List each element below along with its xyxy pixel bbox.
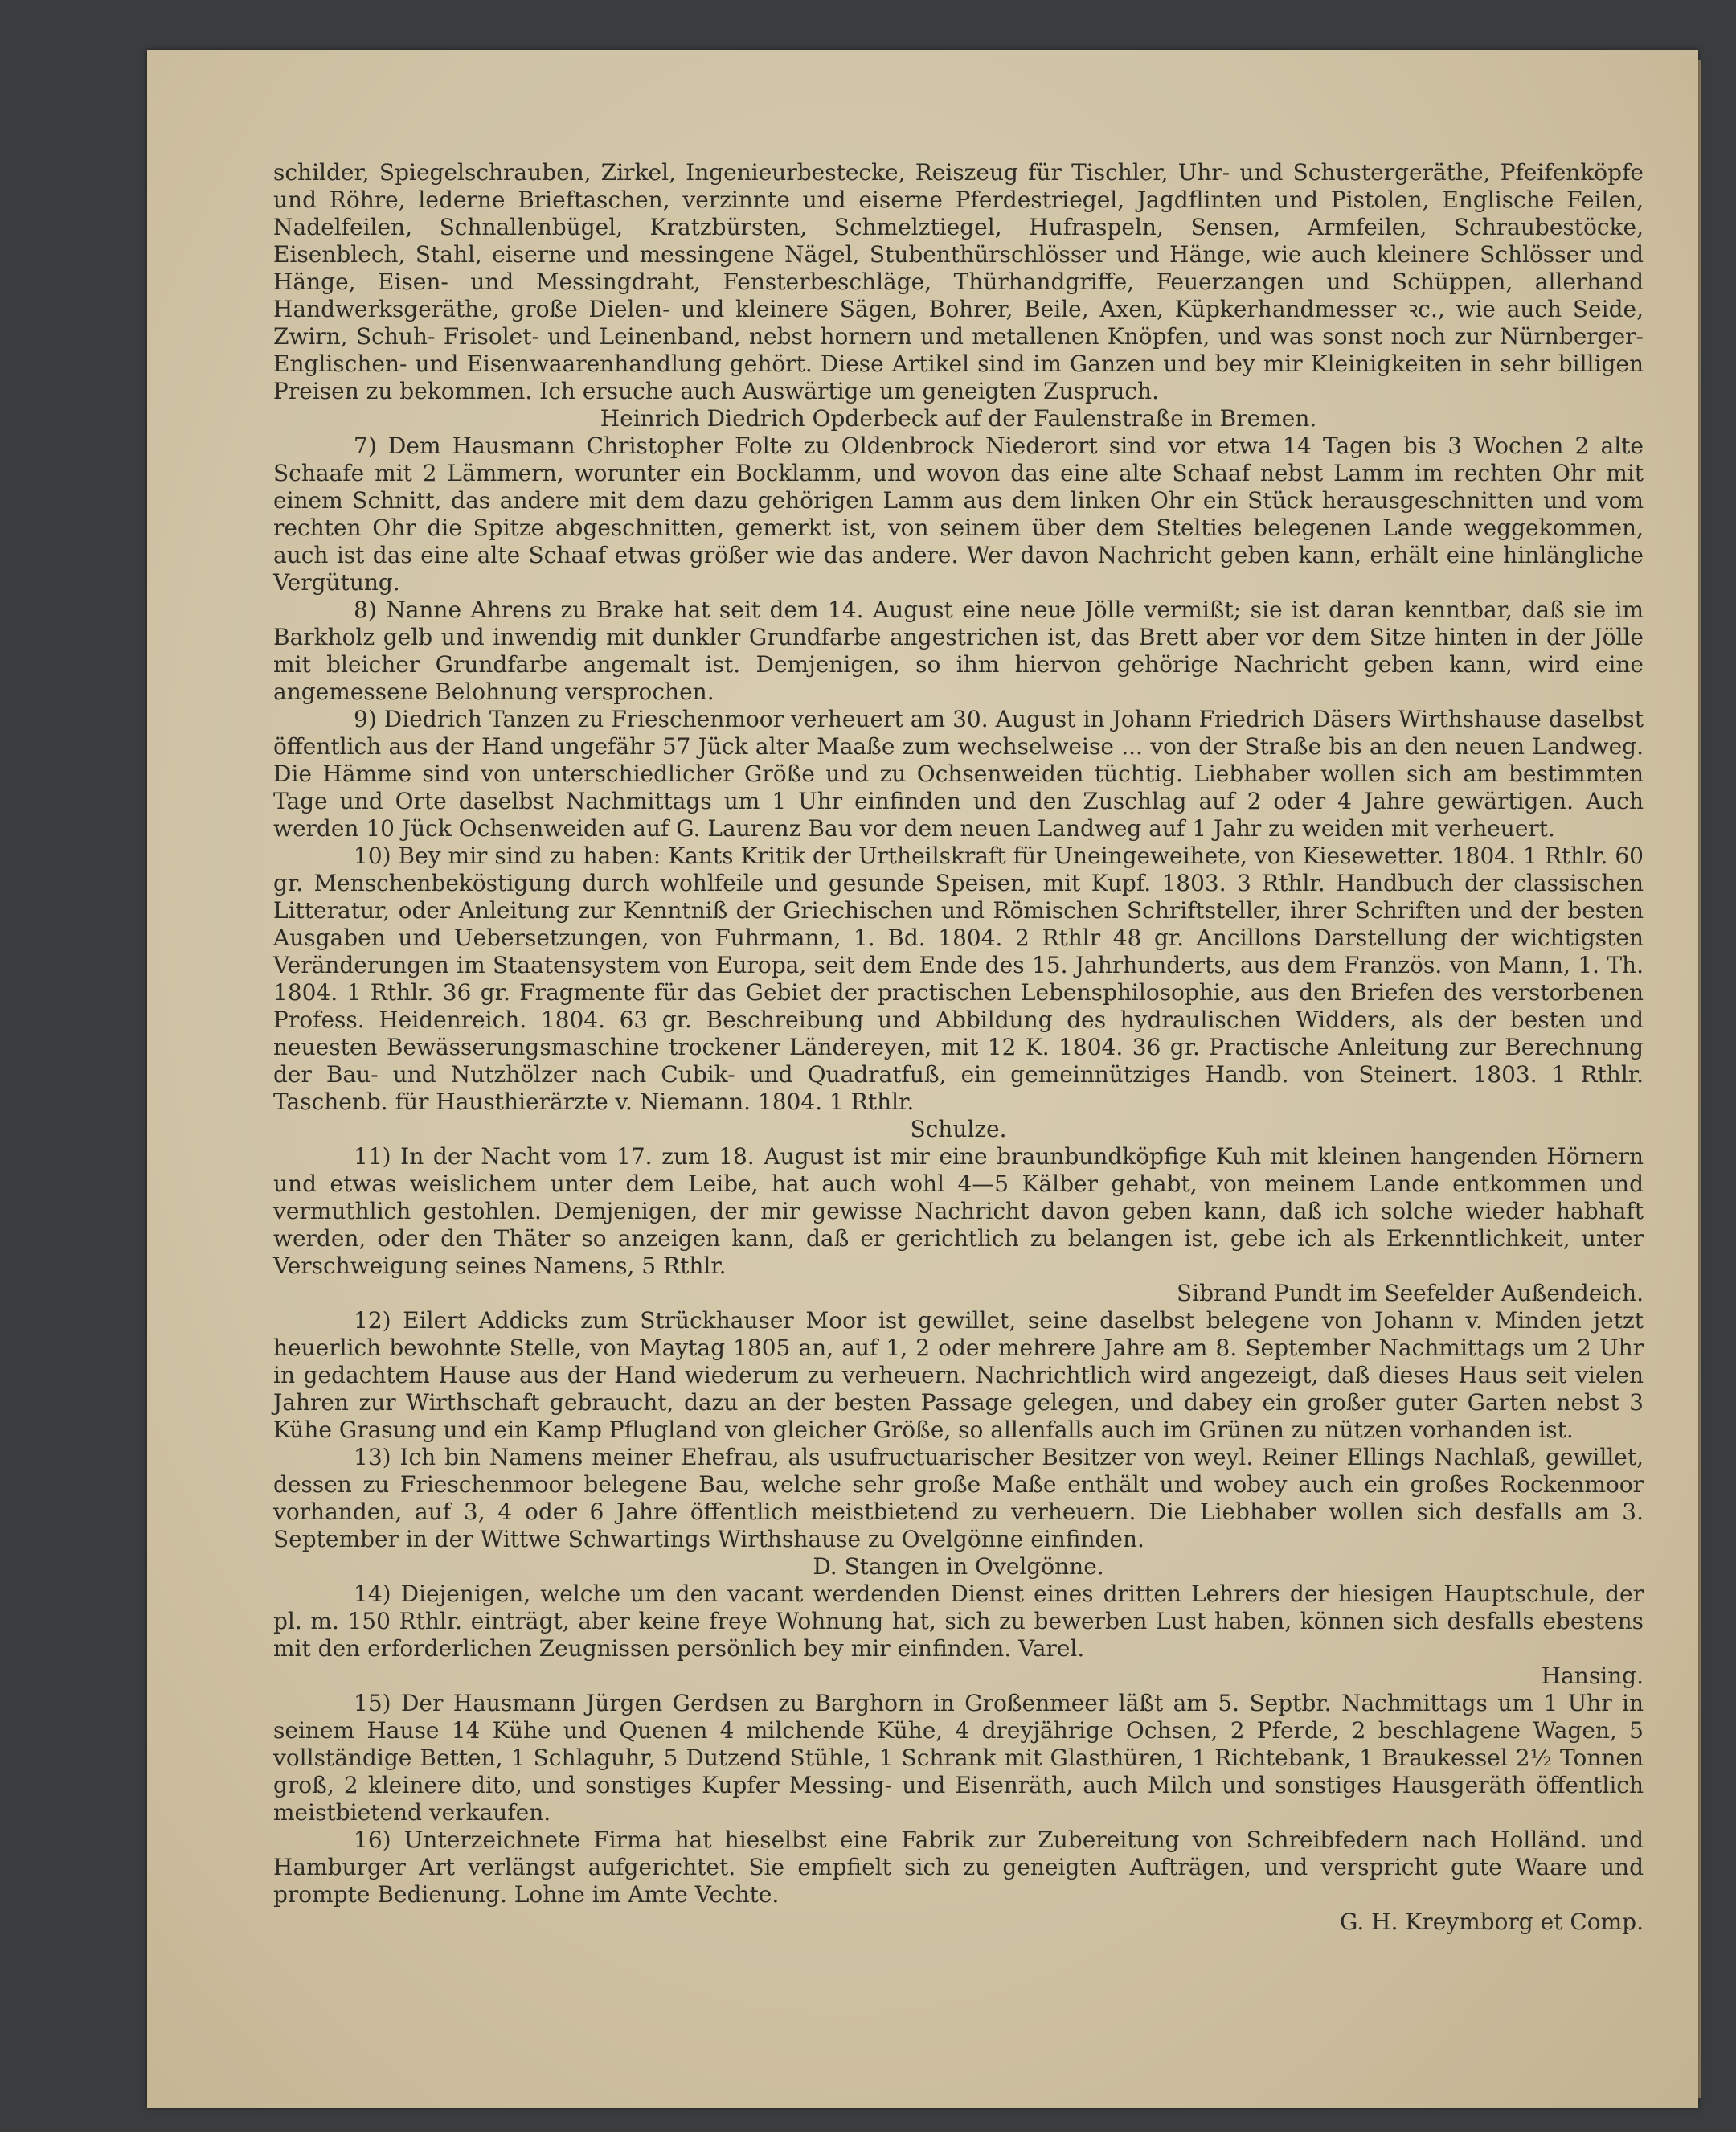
- signature-kreymborg: G. H. Kreymborg et Comp.: [1340, 1909, 1644, 1935]
- paragraph-7: 7) Dem Hausmann Christopher Folte zu Oldenbrock Niederort sind vor etwa 14 Tagen bis 3 Wochen 2 alte Schaafe mit 2 Lämmern, worunter ein Bocklamm, und wovon das eine alte Schaaf nebst Lamm im rechten Ohr mit einem Schnitt, das andere mit dem dazu gehörigen Lamm aus dem linken Ohr ein Stück herausgeschnitten und vom rechten Ohr die Spitze abgeschnitten, gemerkt ist, von seinem über dem Stelties belegenen Lande weggekommen, auch ist das eine alte Schaaf etwas größer wie das andere. Wer davon Nachricht geben kann, erhält eine hinlängliche Vergütung.: [273, 433, 1644, 596]
- signature-stangen: D. Stangen in Ovelgönne.: [813, 1553, 1104, 1580]
- signature-hansing: Hansing.: [1541, 1663, 1644, 1689]
- paragraph-11: 11) In der Nacht vom 17. zum 18. August ist mir eine braunbundköpfige Kuh mit kleinen hangenden Hörnern und etwas weislichem unter dem Leibe, hat auch wohl 4—5 Kälber gehabt, von meinem Lande entkommen und vermuthlich gestohlen. Demjenigen, der mir gewisse Nachricht davon geben kann, daß ich solche wieder habhaft werden, oder den Thäter so anzeigen kann, daß er gerichtlich zu belangen ist, gebe ich als Erkenntlichkeit, unter Verschweigung seines Namens, 5 Rthlr.: [273, 1143, 1644, 1279]
- paragraph-15: 15) Der Hausmann Jürgen Gerdsen zu Barghorn in Großenmeer läßt am 5. Septbr. Nachmittags um 1 Uhr in seinem Hause 14 Kühe und Quenen 4 milchende Kühe, 4 dreyjährige Ochsen, 2 Pferde, 2 beschlagene Wagen, 5 vollständige Betten, 1 Schlaguhr, 5 Dutzend Stühle, 1 Schrank mit Glasthüren, 1 Richtebank, 1 Braukessel 2½ Tonnen groß, 2 kleinere dito, und sonstiges Kupfer Messing- und Eisenräth, auch Milch und sonstiges Hausgeräth öffentlich meistbietend verkaufen.: [273, 1690, 1644, 1826]
- document-text: [273, 159, 1644, 1936]
- signature-schulze: Schulze.: [910, 1116, 1007, 1142]
- paragraph-16: 16) Unterzeichnete Firma hat hieselbst eine Fabrik zur Zubereitung von Schreibfedern nach Holländ. und Hamburger Art verlängst aufgerichtet. Sie empfielt sich zu geneigten Aufträgen, und verspricht gute Waare und prompte Bedienung. Lohne im Amte Vechte.: [273, 1827, 1644, 1908]
- signature-opderbeck: Heinrich Diedrich Opderbeck auf der Faulenstraße in Bremen.: [600, 405, 1317, 432]
- paragraph-8: 8) Nanne Ahrens zu Brake hat seit dem 14. August eine neue Jölle vermißt; sie ist daran kenntbar, daß sie im Barkholz gelb und inwendig mit dunkler Grundfarbe angestrichen ist, das Brett aber vor dem Sitze hinten in der Jölle mit bleicher Grundfarbe angemalt ist. Demjenigen, so ihm hiervon gehörige Nachricht geben kann, wird eine angemessene Belohnung versprochen.: [273, 597, 1644, 705]
- paragraph-14: 14) Diejenigen, welche um den vacant werdenden Dienst eines dritten Lehrers der hiesigen Hauptschule, der pl. m. 150 Rthlr. einträgt, aber keine freye Wohnung hat, sich zu bewerben Lust haben, können sich desfalls ebestens mit den erforderlichen Zeugnissen persönlich bey mir einfinden. Varel.: [273, 1581, 1644, 1662]
- paragraph-9: 9) Diedrich Tanzen zu Frieschenmoor verheuert am 30. August in Johann Friedrich Däsers Wirthshause daselbst öffentlich aus der Hand ungefähr 57 Jück alter Maaße zum wechselweise ... von der Straße bis an den neuen Landweg. Die Hämme sind von unterschiedlicher Größe und zu Ochsenweiden tüchtig. Liebhaber wollen sich am bestimmten Tage und Orte daselbst Nachmittags um 1 Uhr einfinden und den Zuschlag auf 2 oder 4 Jahre gewärtigen. Auch werden 10 Jück Ochsenweiden auf G. Laurenz Bau vor dem neuen Landweg auf 1 Jahr zu weiden mit verheuert.: [273, 706, 1644, 842]
- paragraph-10: 10) Bey mir sind zu haben: Kants Kritik der Urtheilskraft für Uneingeweihete, von Kiesewetter. 1804. 1 Rthlr. 60 gr. Menschenbeköstigung durch wohlfeile und gesunde Speisen, mit Kupf. 1803. 3 Rthlr. Handbuch der classischen Litteratur, oder Anleitung zur Kenntniß der Griechischen und Römischen Schriftsteller, ihrer Schriften und der besten Ausgaben und Uebersetzungen, von Fuhrmann, 1. Bd. 1804. 2 Rthlr 48 gr. Ancillons Darstellung der wichtigsten Veränderungen im Staatensystem von Europa, seit dem Ende des 15. Jahrhunderts, aus dem Französ. von Mann, 1. Th. 1804. 1 Rthlr. 36 gr. Fragmente für das Gebiet der practischen Lebensphilosophie, aus den Briefen des verstorbenen Profess. Heidenreich. 1804. 63 gr. Beschreibung und Abbildung des hydraulischen Widders, als der besten und neuesten Bewässerungsmaschine trockener Ländereyen, mit 12 K. 1804. 36 gr. Practische Anleitung zur Berechnung der Bau- und Nutzhölzer nach Cubik- und Quadratfuß, ein gemeinnütziges Handb. von Steinert. 1803. 1 Rthlr. Taschenb. für Hausthierärzte v. Niemann. 1804. 1 Rthlr.: [273, 843, 1644, 1115]
- paragraph-13: 13) Ich bin Namens meiner Ehefrau, als usufructuarischer Besitzer von weyl. Reiner Ellings Nachlaß, gewillet, dessen zu Frieschenmoor belegene Bau, welche sehr große Maße enthält und wobey auch ein großes Rockenmoor vorhanden, auf 3, 4 oder 6 Jahre öffentlich meistbietend zu verheuern. Die Liebhaber wollen sich desfalls am 3. September in der Wittwe Schwartings Wirthshause zu Ovelgönne einfinden.: [273, 1444, 1644, 1552]
- paragraph-6-continued: schilder, Spiegelschrauben, Zirkel, Ingenieurbestecke, Reiszeug für Tischler, Uhr- und Schustergeräthe, Pfeifenköpfe und Röhre, lederne Brieftaschen, verzinnte und eiserne Pferdestriegel, Jagdflinten und Pistolen, Englische Feilen, Nadelfeilen, Schnallenbügel, Kratzbürsten, Schmelztiegel, Hufraspeln, Sensen, Armfeilen, Schraubestöcke, Eisenblech, Stahl, eiserne und messingene Nägel, Stubenthürschlösser und Hänge, wie auch kleinere Schlösser und Hänge, Eisen- und Messingdraht, Fensterbeschläge, Thürhandgriffe, Feuerzangen und Schüppen, allerhand Handwerksgeräthe, große Dielen- und kleinere Sägen, Bohrer, Beile, Axen, Küpkerhandmesser ꝛc., wie auch Seide, Zwirn, Schuh- Frisolet- und Leinenband, nebst hornern und metallenen Knöpfen, und was sonst noch zur Nürnberger- Englischen- und Eisenwaarenhandlung gehört. Diese Artikel sind im Ganzen und bey mir Kleinigkeiten in sehr billigen Preisen zu bekommen. Ich ersuche auch Auswärtige um geneigten Zuspruch.: [273, 159, 1644, 404]
- paragraph-12: 12) Eilert Addicks zum Strückhauser Moor ist gewillet, seine daselbst belegene von Johann v. Minden jetzt heuerlich bewohnte Stelle, von Maytag 1805 an, auf 1, 2 oder mehrere Jahre am 8. September Nachmittags um 2 Uhr in gedachtem Hause aus der Hand wiederum zu verheuern. Nachrichtlich wird angezeigt, daß dieses Haus seit vielen Jahren zur Wirthschaft gebraucht, dazu an der besten Passage gelegen, und dabey ein großer guter Garten nebst 3 Kühe Grasung und ein Kamp Pflugland von gleicher Größe, so allenfalls auch im Grünen zu nützen vorhanden ist.: [273, 1307, 1644, 1443]
- signature-pundt: Sibrand Pundt im Seefelder Außendeich.: [1177, 1280, 1644, 1306]
